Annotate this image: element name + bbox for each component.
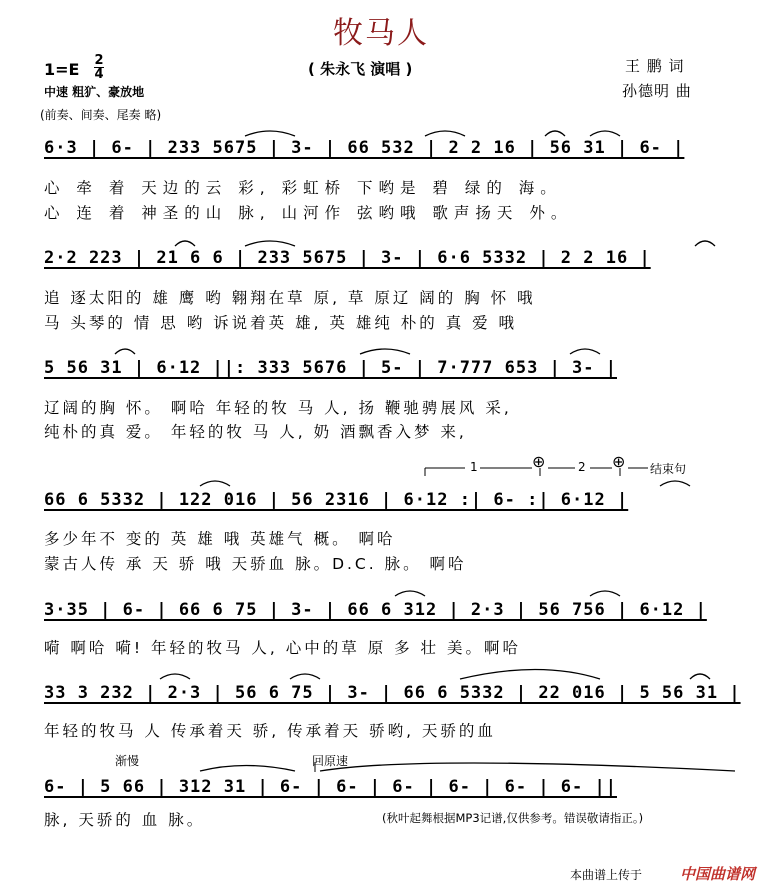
lyric-row-1b: 心 连 着 神圣的山 脉, 山河作 弦哟哦 歌声扬天 外。 [44, 204, 573, 222]
tempo-slow-marking: 渐慢 [115, 754, 140, 768]
singer-credit: ( 朱永飞 演唱 ) [308, 60, 413, 78]
volta-2-label: 2 [578, 460, 586, 474]
notation-row-4: 66 6 5332 | 122 016 | 56 2316 | 6·12 :| 6- :| 6·12 | [44, 490, 629, 510]
song-title: 牧马人 [333, 16, 429, 51]
lyric-row-1a: 心 牵 着 天边的云 彩, 彩虹桥 下哟是 碧 绿的 海。 [44, 179, 562, 197]
ending-label: 结束句 [650, 462, 687, 476]
upload-footer: 本曲谱上传于 [570, 868, 643, 882]
key-label: 1=E [44, 60, 80, 79]
lyricist-credit: 王 鹏 词 [625, 57, 685, 75]
lyric-row-3b: 纯朴的真 爱。 年轻的牧 马 人, 奶 酒飘香入梦 来, [44, 423, 467, 441]
lyric-row-6: 年轻的牧马 人 传承着天 骄, 传承着天 骄哟, 天骄的血 [44, 722, 496, 740]
lyric-row-3a: 辽阔的胸 怀。 啊哈 年轻的牧 马 人, 扬 鞭驰骋展风 采, [44, 399, 512, 417]
lyric-row-5: 嗬 啊哈 嗬! 年轻的牧马 人, 心中的草 原 多 壮 美。啊哈 [44, 639, 521, 657]
coda-sign-1-icon: ⊕ [532, 452, 546, 471]
lyric-row-4b: 蒙古人传 承 天 骄 哦 天骄血 脉。D.C. 脉。 啊哈 [44, 555, 467, 573]
notation-row-2: 2·2 223 | 21 6 6 | 233 5675 | 3- | 6·6 5332 | 2 2 16 | [44, 248, 651, 268]
tempo-back-marking: 回原速 [312, 754, 349, 768]
notation-row-3: 5 56 31 | 6·12 ||: 333 5676 | 5- | 7·777 653 | 3- | [44, 358, 617, 378]
site-logo: 中国曲谱网 [680, 865, 756, 883]
notation-row-6: 33 3 232 | 2·3 | 56 6 75 | 3- | 66 6 5332 | 22 016 | 5 56 31 | [44, 683, 741, 703]
composer-credit: 孙德明 曲 [622, 82, 692, 100]
time-top: 2 [94, 53, 104, 68]
notation-row-1: 6·3 | 6- | 233 5675 | 3- | 66 532 | 2 2 16 | 56 31 | 6- | [44, 138, 685, 158]
tempo-marking: 中速 粗犷、豪放地 [44, 85, 145, 99]
notation-row-7: 6- | 5 66 | 312 31 | 6- | 6- | 6- | 6- | 6- | 6- || [44, 777, 617, 797]
lyric-row-2b: 马 头琴的 情 思 哟 诉说着英 雄, 英 雄纯 朴的 真 爱 哦 [44, 314, 518, 332]
coda-sign-2-icon: ⊕ [612, 452, 626, 471]
lyric-row-2a: 追 逐太阳的 雄 鹰 哟 翱翔在草 原, 草 原辽 阔的 胸 怀 哦 [44, 289, 536, 307]
intro-note: (前奏、间奏、尾奏 略) [40, 108, 162, 122]
lyric-row-7: 脉, 天骄的 血 脉。 [44, 811, 206, 829]
transcription-note: (秋叶起舞根据MP3记谱,仅供参考。错误敬请指正。) [382, 811, 644, 825]
notation-row-5: 3·35 | 6- | 66 6 75 | 3- | 66 6 312 | 2·3 | 56 756 | 6·12 | [44, 600, 707, 620]
volta-1-label: 1 [470, 460, 478, 474]
time-bottom: 4 [94, 67, 104, 82]
lyric-row-4a: 多少年不 变的 英 雄 哦 英雄气 概。 啊哈 [44, 530, 396, 548]
